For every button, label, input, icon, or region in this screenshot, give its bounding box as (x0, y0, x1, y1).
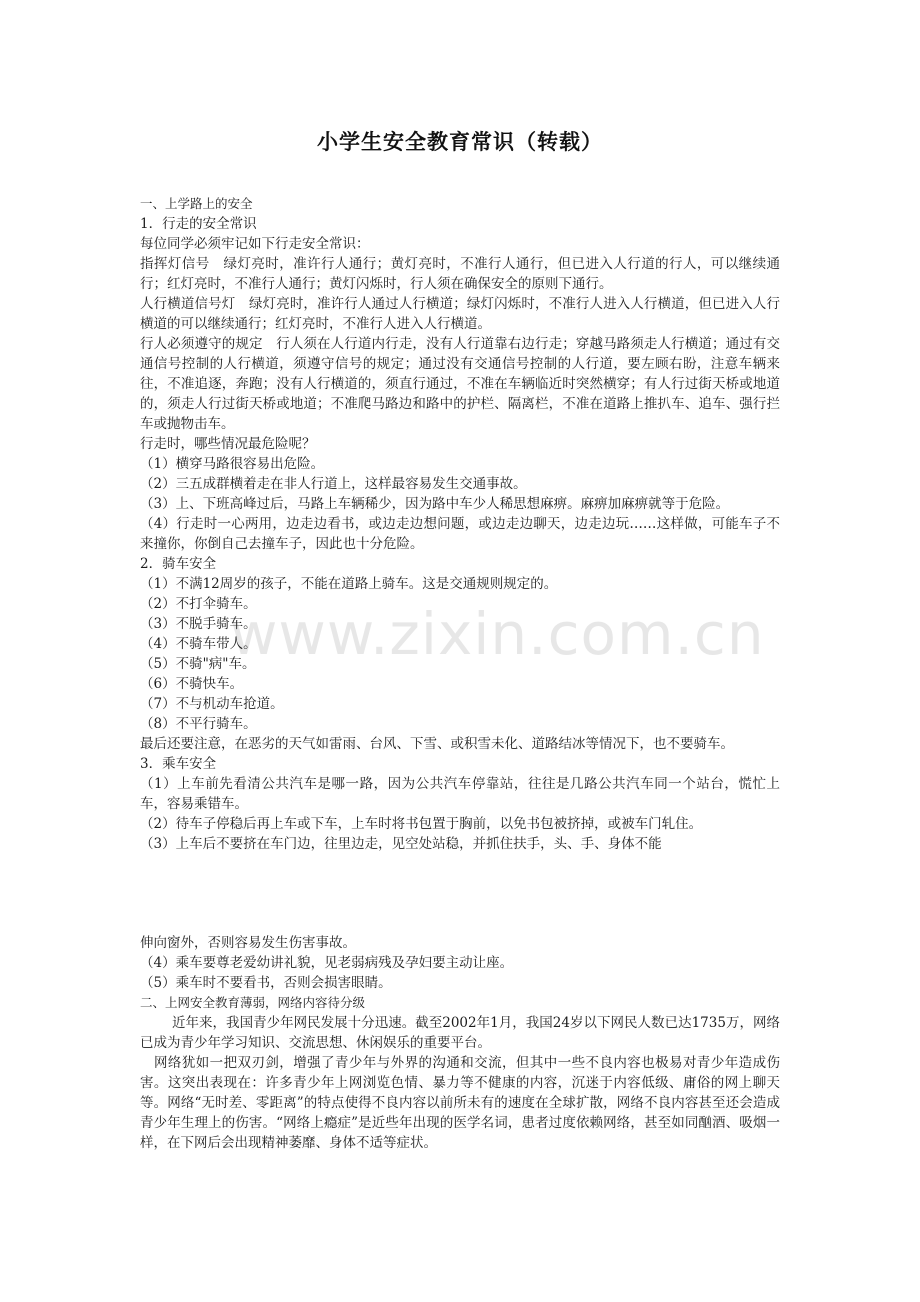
section-heading: 一、上学路上的安全 (140, 196, 253, 211)
subsection-heading: 3．乘车安全 (140, 756, 217, 772)
paragraph: 最后还要注意，在恶劣的天气如雷雨、台风、下雪、或积雪未化、道路结冰等情况下，也不要骑车。 (140, 736, 734, 752)
watermark: www.zixin.com.cn (230, 600, 765, 668)
list-item: （1）横穿马路很容易出危险。 (140, 456, 325, 472)
list-item: （8）不平行骑车。 (140, 716, 257, 732)
paragraph: 行走时，哪些情况最危险呢？ (140, 436, 316, 452)
list-item: （4）行走时一心两用，边走边看书，或边走边想问题，或边走边聊天，边走边玩……这样做，可能车子不来撞你，你倒自己去撞车子，因此也十分危险。 (140, 516, 780, 552)
list-item: （2）三五成群横着走在非人行道上，这样最容易发生交通事故。 (140, 476, 527, 492)
list-item: （7）不与机动车抢道。 (140, 696, 284, 712)
list-item: （5）不骑"病"车。 (140, 656, 256, 672)
list-item: （4）乘车要尊老爱幼讲礼貌，见老弱病残及孕妇要主动让座。 (140, 955, 514, 971)
list-item: （5）乘车时不要看书，否则会损害眼睛。 (140, 975, 392, 991)
subsection-heading: 2．骑车安全 (140, 556, 217, 572)
list-item: （1）不满12周岁的孩子，不能在道路上骑车。这是交通规则规定的。 (140, 576, 558, 592)
paragraph: 网络犹如一把双刃剑，增强了青少年与外界的沟通和交流，但其中一些不良内容也极易对青少年造成伤害。这突出表现在：许多青少年上网浏览色情、暴力等不健康的内容，沉迷于内容低级、庸俗的网上聊天等。网络“无时差、零距离”的特点使得不良内容以前所未有的速度在全球扩散，网络不良内容甚至还会造成青少年生理上的伤害。“网络上瘾症”是近些年出现的医学名词，患者过度依赖网络，甚至如同酗酒、吸烟一样，在下网后会出现精神萎靡、身体不适等症状。 (140, 1055, 780, 1151)
paragraph: 人行横道信号灯 绿灯亮时，准许行人通过人行横道；绿灯闪烁时，不准行人进入人行横道，但已进入人行横道的可以继续通行；红灯亮时，不准行人进入人行横道。 (140, 296, 780, 332)
paragraph: 近年来，我国青少年网民发展十分迅速。截至2002年1月，我国24岁以下网民人数已达1735万，网络已成为青少年学习知识、交流思想、休闲娱乐的重要平台。 (140, 1015, 780, 1051)
list-item: （4）不骑车带人。 (140, 636, 257, 652)
paragraph: 每位同学必须牢记如下行走安全常识： (140, 236, 370, 252)
paragraph: 行人必须遵守的规定 行人须在人行道内行走，没有人行道靠右边行走；穿越马路须走人行横道；通过有交通信号控制的人行横道，须遵守信号的规定；通过没有交通信号控制的人行道，要左顾右盼，注意车辆来往，不准追逐，奔跑；没有人行横道的，须直行通过，不准在车辆临近时突然横穿；有人行过街天桥或地道的，须走人行过街天桥或地道；不准爬马路边和路中的护栏、隔离栏，不准在道路上推扒车、追车、强行拦车或抛物击车。 (140, 336, 780, 432)
subsection-heading: 1．行走的安全常识 (140, 216, 257, 232)
section-part2 (140, 933, 780, 1153)
list-item: （3）上车后不要挤在车门边，往里边走，见空处站稳，并抓住扶手，头、手、身体不能 (140, 836, 662, 852)
list-item: （3）不脱手骑车。 (140, 616, 257, 632)
list-item: （2）不打伞骑车。 (140, 596, 257, 612)
paragraph: 伸向窗外，否则容易发生伤害事故。 (140, 935, 356, 951)
list-item: （1）上车前先看清公共汽车是哪一路，因为公共汽车停靠站，往往是几路公共汽车同一个站台，慌忙上车，容易乘错车。 (140, 776, 780, 812)
section-part1 (140, 194, 780, 854)
list-item: （3）上、下班高峰过后，马路上车辆稀少，因为路中车少人稀思想麻痹。麻痹加麻痹就等于危险。 (140, 496, 730, 512)
section-heading: 二、上网安全教育薄弱，网络内容待分级 (140, 995, 366, 1010)
page-title: 小学生安全教育常识（转载） (317, 130, 603, 154)
list-item: （2）待车子停稳后再上车或下车，上车时将书包置于胸前，以免书包被挤掉，或被车门轧住。 (140, 816, 703, 832)
list-item: （6）不骑快车。 (140, 676, 244, 692)
paragraph: 指挥灯信号 绿灯亮时，准许行人通行；黄灯亮时，不准行人通行，但已进入人行道的行人，可以继续通行；红灯亮时，不准行人通行；黄灯闪烁时，行人须在确保安全的原则下通行。 (140, 256, 780, 292)
